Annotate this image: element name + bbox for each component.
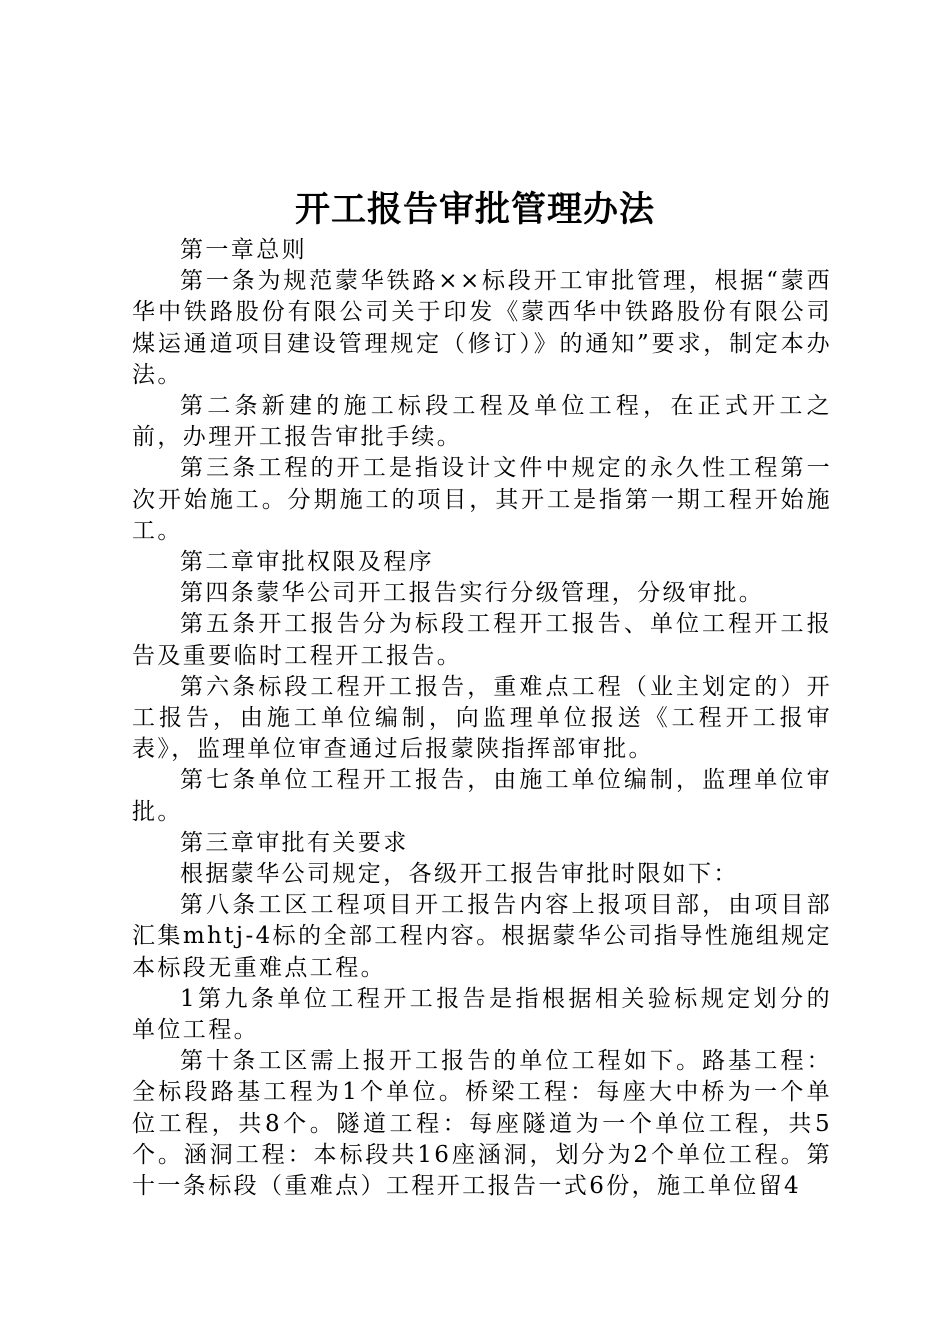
paragraph: 第六条标段工程开工报告，重难点工程（业主划定的）开工报告，由施工单位编制，向监理单位报送《工程开工报审表》，监理单位审查通过后报蒙陕指挥部审批。: [132, 673, 832, 763]
paragraph: 第二条新建的施工标段工程及单位工程，在正式开工之前，办理开工报告审批手续。: [132, 393, 832, 451]
paragraph: 第五条开工报告分为标段工程开工报告、单位工程开工报告及重要临时工程开工报告。: [132, 611, 832, 669]
document-body: [132, 235, 832, 1202]
chapter-heading: 第一章总则: [180, 237, 307, 263]
paragraph: 第七条单位工程开工报告，由施工单位编制，监理单位审批。: [132, 767, 832, 825]
paragraph: 第四条蒙华公司开工报告实行分级管理，分级审批。: [180, 580, 765, 607]
chapter-heading: 第二章审批权限及程序: [180, 549, 434, 576]
paragraph: 第八条工区工程项目开工报告内容上报项目部，由项目部汇集mhtj-4标的全部工程内容。根据蒙华公司指导性施组规定本标段无重难点工程。: [132, 892, 832, 981]
chapter-heading: 第三章审批有关要求: [180, 829, 409, 856]
paragraph: 第三条工程的开工是指设计文件中规定的永久性工程第一次开始施工。分期施工的项目，其开工是指第一期工程开始施工。: [132, 455, 832, 544]
document-title: 开工报告审批管理办法: [294, 189, 655, 230]
paragraph: 第十条工区需上报开工报告的单位工程如下。路基工程：全标段路基工程为1个单位。桥梁工程：每座大中桥为一个单位工程，共8个。隧道工程：每座隧道为一个单位工程，共5个。涵洞工程：本标段共16座涵洞，划分为2个单位工程。第十一条标段（重难点）工程开工报告一式6份，施工单位留4: [132, 1048, 832, 1200]
paragraph: 根据蒙华公司规定，各级开工报告审批时限如下：: [180, 861, 739, 888]
paragraph: 第一条为规范蒙华铁路××标段开工审批管理，根据“蒙西华中铁路股份有限公司关于印发《蒙西华中铁路股份有限公司煤运通道项目建设管理规定（修订）》的通知”要求，制定本办法。: [132, 268, 832, 388]
paragraph: 1第九条单位工程开工报告是指根据相关验标规定划分的单位工程。: [132, 985, 832, 1044]
